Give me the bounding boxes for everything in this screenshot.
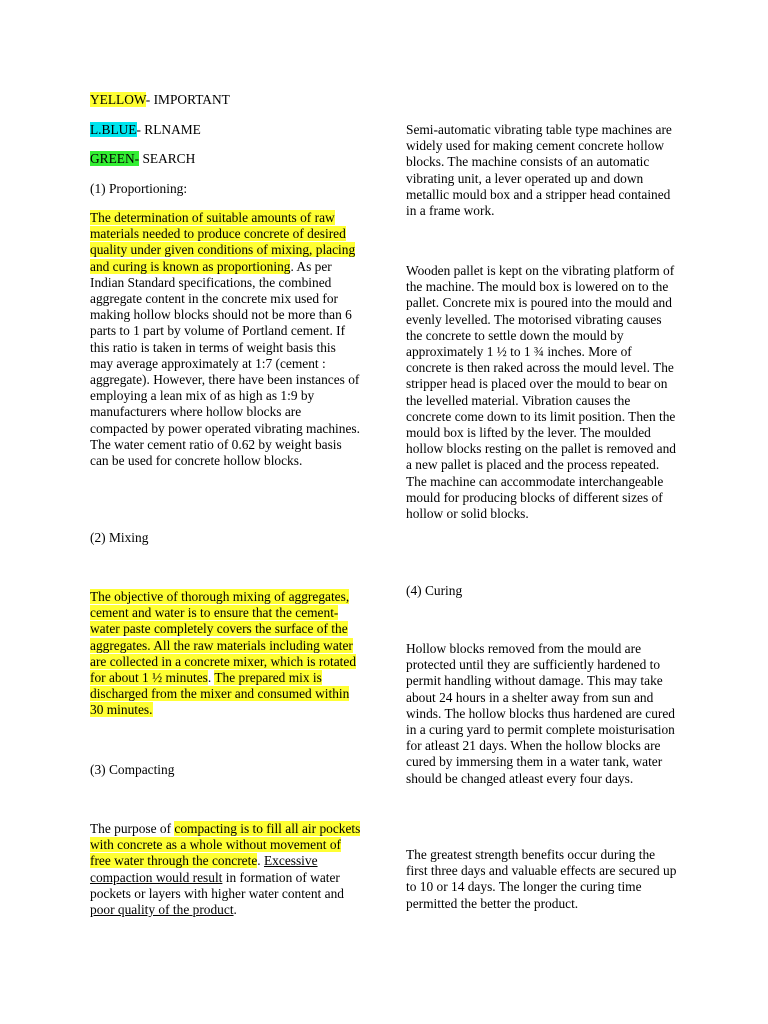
- compacting-highlight: compacting is to fill all air pockets with concrete as a whole without movement of free water through the concrete: [90, 821, 361, 869]
- machine-paragraph-2: Wooden pallet is kept on the vibrating platform of the machine. The mould box is lowered on to the pallet. Concrete mix is poured into the mould and evenly levelled. The motorised vibrating causes the concrete to settle down the mould by approximately 1 ½ to 1 ¾ inches. More of concrete is then raked across the mould level. The stripper head is placed over the mould to bear on the levelled material. Vibration causes the concrete come down to its limit position. Then the mould box is lifted by the lever. The moulded hollow blocks resting on the pallet is removed and a new pallet is placed and the process repeated. The machine can accommodate interchangeable mould for producing blocks of different sizes of hollow or solid blocks.: [406, 263, 676, 522]
- curing-heading: (4) Curing: [406, 583, 463, 598]
- machine-paragraph-1: Semi-automatic vibrating table type machines are widely used for making cement concrete hollow blocks. The machine consists of an automatic vibrating unit, a lever operated up and down metallic mould box and a stripper head contained in a frame work.: [406, 122, 672, 219]
- compacting-heading: (3) Compacting: [90, 762, 175, 777]
- proportioning-body: . As per Indian Standard specifications, the combined aggregate content in the concrete mix used for making hollow blocks should not be more than 6 parts to 1 part by volume of Portland cement. If this ratio is taken in terms of weight basis this may average approximately at 1:7 (cement : aggregate). However, there have been instances of employing a lean mix of as high as 1:9 by manufacturers where hollow blocks are compacted by power operated vibrating machines. The water cement ratio of 0.62 by weight basis can be used for concrete hollow blocks.: [90, 258, 360, 469]
- proportioning-highlight: The determination of suitable amounts of raw materials needed to produce concrete of desired quality under given conditions of mixing, placing and curing is known as proportioning: [90, 210, 356, 274]
- curing-paragraph-1: Hollow blocks removed from the mould are protected until they are sufficiently hardened to permit handling without damage. This may take about 24 hours in a shelter away from sun and winds. The hollow blocks thus hardened are cured in a curing yard to permit complete moisturisation for atleast 21 days. When the hollow blocks are cured by immersing them in a water tank, water should be changed atleast every four days.: [406, 641, 675, 786]
- compacting-before: The purpose of: [90, 821, 175, 836]
- proportioning-paragraph: [90, 210, 362, 469]
- legend-lightblue-key: L.BLUE: [90, 122, 137, 137]
- legend-lightblue: [90, 122, 362, 138]
- compacting-paragraph: [90, 821, 362, 918]
- curing-paragraph-2: The greatest strength benefits occur during the first three days and valuable effects are secured up to 10 or 14 days. The longer the curing time permitted the better the product.: [406, 847, 677, 911]
- mixing-highlight-1: The objective of thorough mixing of aggregates, cement and water is to ensure that the cement-water paste completely covers the surface of the aggregates. All the raw materials including water are collected in a concrete mixer, which is rotated for about 1 ½ minutes: [90, 589, 357, 686]
- legend-green-text: SEARCH: [139, 151, 196, 166]
- proportioning-heading: (1) Proportioning:: [90, 181, 188, 196]
- legend-lightblue-text: - RLNAME: [136, 122, 201, 137]
- mixing-mid: .: [207, 670, 215, 686]
- compacting-middle-text: in formation of water pockets or layers with higher water content and: [90, 869, 344, 901]
- legend-green: [90, 151, 362, 167]
- legend-yellow: [90, 92, 362, 108]
- compacting-end: .: [233, 902, 237, 918]
- legend-green-key: GREEN-: [90, 151, 140, 166]
- legend-yellow-key: YELLOW: [90, 92, 146, 107]
- legend-yellow-text: - IMPORTANT: [145, 92, 230, 107]
- compacting-underline-2: poor quality of the product: [90, 902, 234, 918]
- compacting-underline-1: Excessive compaction would result: [90, 853, 318, 885]
- mixing-paragraph: [90, 589, 362, 719]
- compacting-mid: .: [257, 853, 264, 869]
- mixing-heading: (2) Mixing: [90, 530, 149, 545]
- mixing-highlight-2: The prepared mix is discharged from the mixer and consumed within 30 minutes.: [90, 670, 350, 718]
